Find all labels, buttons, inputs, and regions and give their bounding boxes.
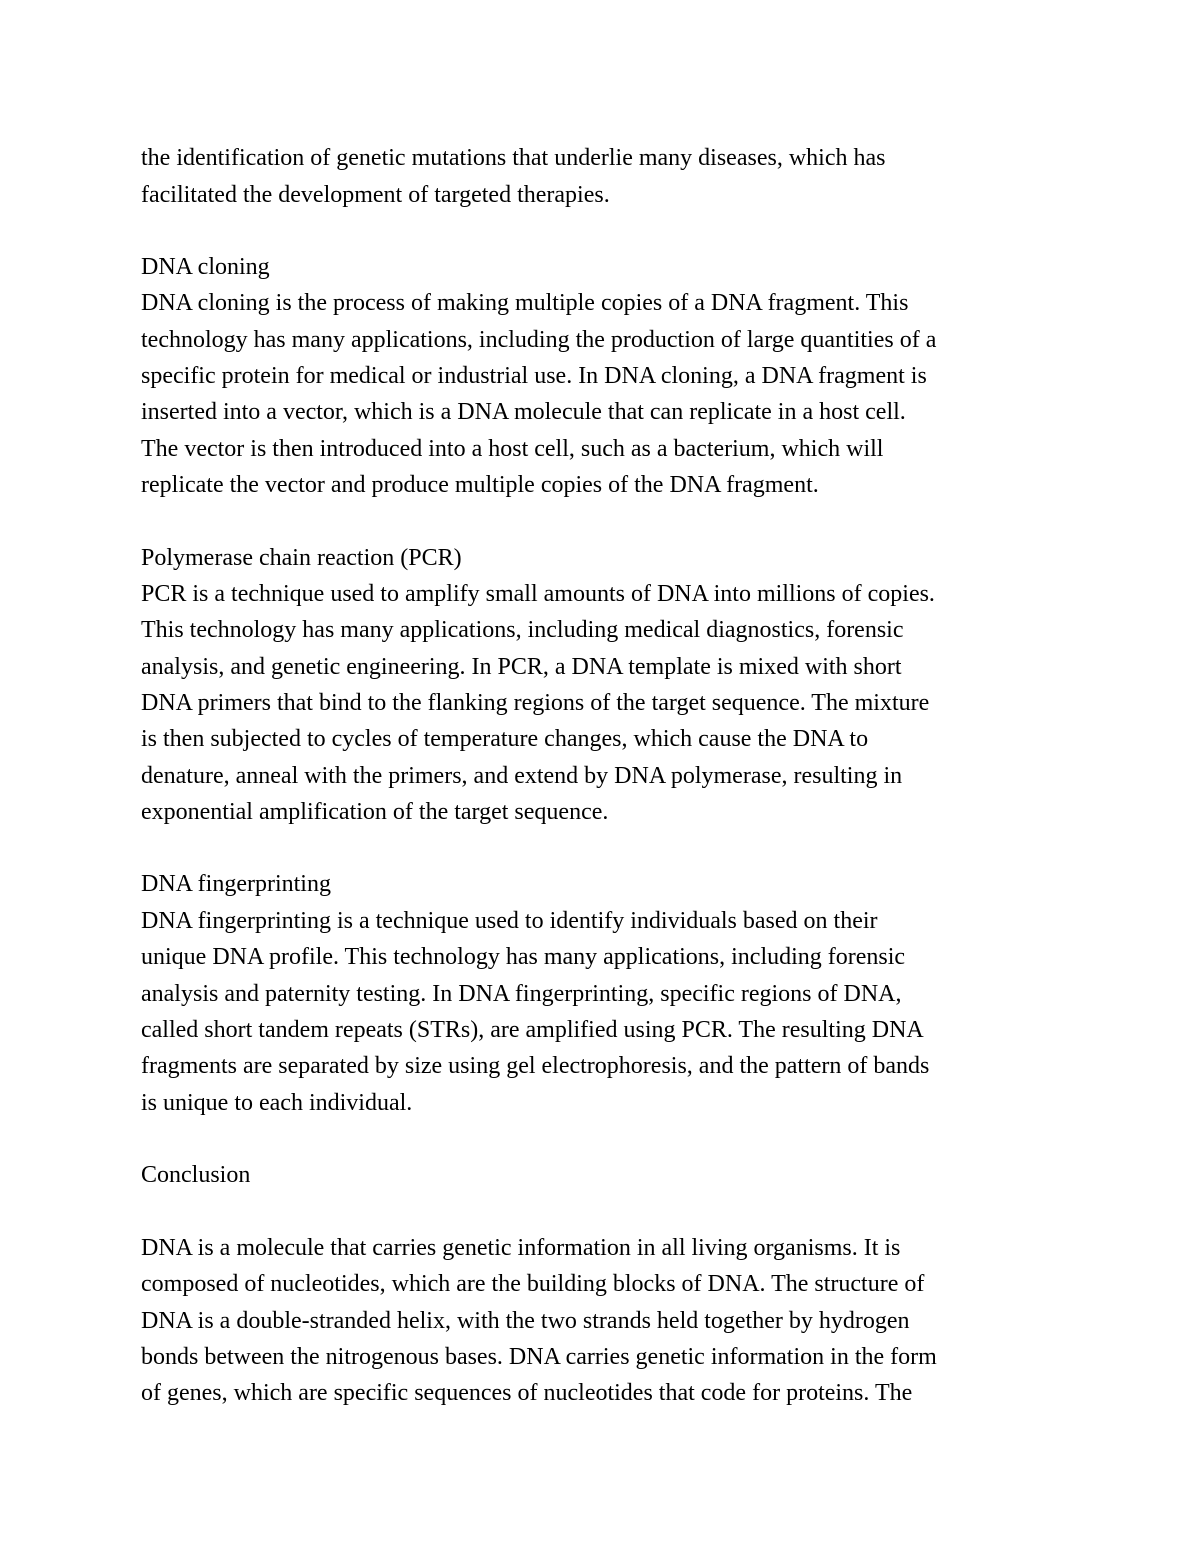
section-heading-dna-fingerprinting: DNA fingerprinting	[141, 871, 331, 897]
body-line: This technology has many applications, including medical diagnostics, forensic	[141, 617, 904, 643]
body-line: fragments are separated by size using gel electrophoresis, and the pattern of bands	[141, 1053, 930, 1079]
body-line: of genes, which are specific sequences of nucleotides that code for proteins. The	[141, 1380, 913, 1406]
body-line: PCR is a technique used to amplify small amounts of DNA into millions of copies.	[141, 581, 935, 607]
section-heading-dna-cloning: DNA cloning	[141, 254, 270, 280]
body-line: inserted into a vector, which is a DNA molecule that can replicate in a host cell.	[141, 399, 906, 425]
body-line: bonds between the nitrogenous bases. DNA carries genetic information in the form	[141, 1344, 937, 1370]
body-line: composed of nucleotides, which are the building blocks of DNA. The structure of	[141, 1271, 925, 1297]
body-line: the identification of genetic mutations that underlie many diseases, which has	[141, 145, 886, 171]
body-line: DNA primers that bind to the flanking regions of the target sequence. The mixture	[141, 690, 930, 716]
body-line: DNA is a double-stranded helix, with the two strands held together by hydrogen	[141, 1308, 910, 1334]
body-line: DNA is a molecule that carries genetic information in all living organisms. It is	[141, 1235, 901, 1261]
body-line: facilitated the development of targeted therapies.	[141, 182, 610, 208]
body-line: called short tandem repeats (STRs), are amplified using PCR. The resulting DNA	[141, 1017, 924, 1043]
body-line: analysis and paternity testing. In DNA fingerprinting, specific regions of DNA,	[141, 981, 902, 1007]
body-line: technology has many applications, including the production of large quantities of a	[141, 327, 937, 353]
body-line: DNA cloning is the process of making multiple copies of a DNA fragment. This	[141, 290, 909, 316]
body-line: specific protein for medical or industrial use. In DNA cloning, a DNA fragment is	[141, 363, 927, 389]
body-line: exponential amplification of the target sequence.	[141, 799, 609, 825]
body-line: The vector is then introduced into a host cell, such as a bacterium, which will	[141, 436, 884, 462]
section-heading-pcr: Polymerase chain reaction (PCR)	[141, 545, 462, 571]
body-line: denature, anneal with the primers, and extend by DNA polymerase, resulting in	[141, 763, 903, 789]
body-line: analysis, and genetic engineering. In PCR, a DNA template is mixed with short	[141, 654, 902, 680]
body-line: DNA fingerprinting is a technique used to identify individuals based on their	[141, 908, 878, 934]
body-line: unique DNA profile. This technology has many applications, including forensic	[141, 944, 906, 970]
section-heading-conclusion: Conclusion	[141, 1162, 251, 1188]
body-line: is then subjected to cycles of temperature changes, which cause the DNA to	[141, 726, 869, 752]
body-line: is unique to each individual.	[141, 1090, 413, 1116]
body-line: replicate the vector and produce multiple copies of the DNA fragment.	[141, 472, 819, 498]
